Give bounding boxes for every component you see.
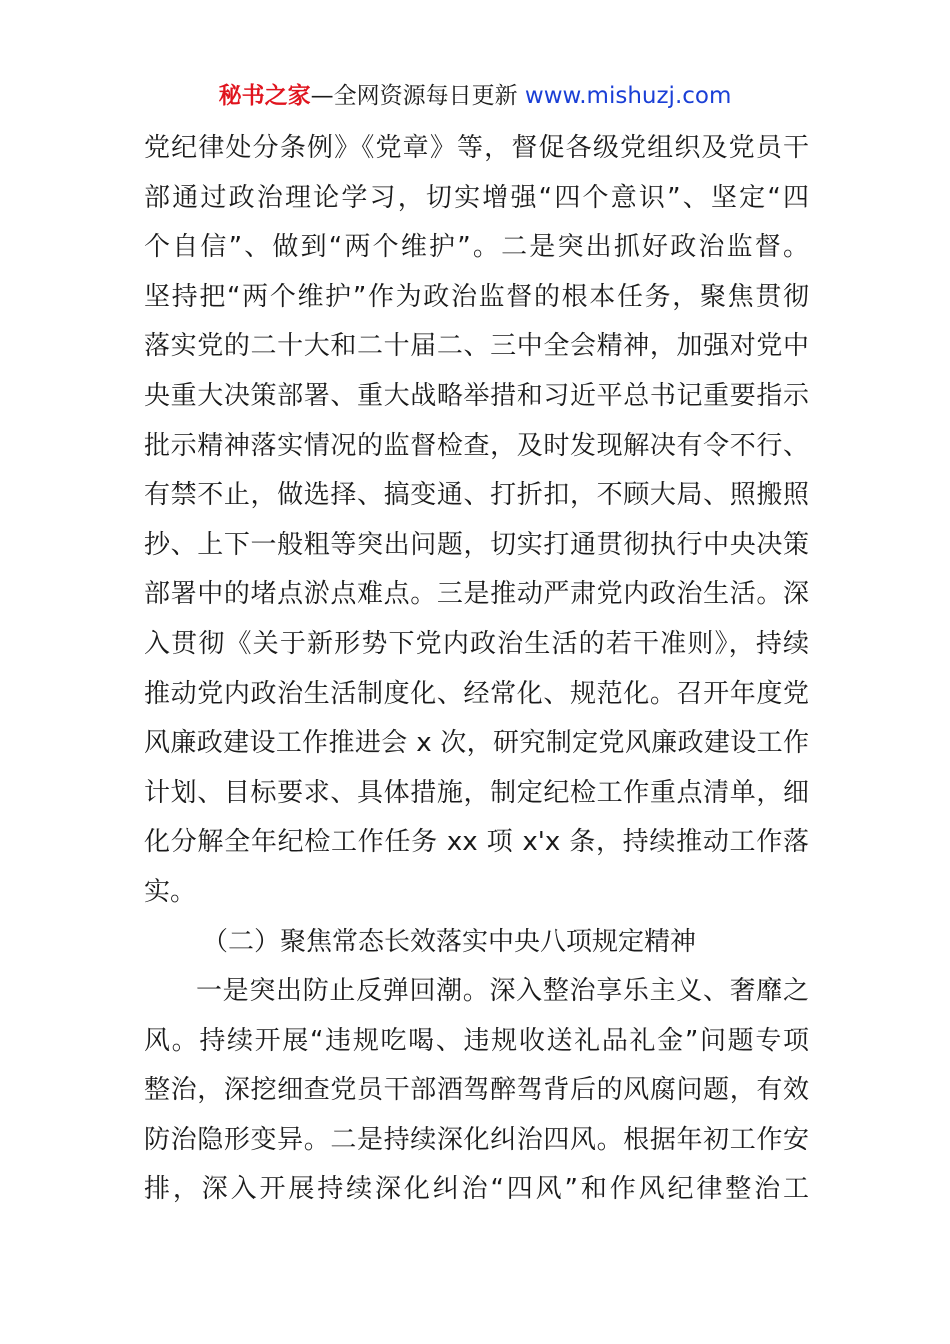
body-text-line: 部通过政治理论学习，切实增强“四个意识”、坚定“四 [144, 182, 809, 213]
body-text-line: 实。 [144, 876, 197, 907]
body-text-line: 防治隐形变异。二是持续深化纠治四风。根据年初工作安 [144, 1124, 809, 1155]
body-text-line: 推动党内政治生活制度化、经常化、规范化。召开年度党 [144, 678, 809, 709]
site-url-link[interactable]: www.mishuzj.com [524, 83, 732, 109]
body-text-line: 落实党的二十大和二十届二、三中全会精神，加强对党中 [144, 331, 809, 362]
body-text-line: 抄、上下一般粗等突出问题，切实打通贯彻执行中央决策 [144, 529, 809, 560]
body-text-line: 计划、目标要求、具体措施，制定纪检工作重点清单，细 [144, 777, 809, 808]
body-text-line: 党纪律处分条例》《党章》等，督促各级党组织及党员干 [144, 133, 809, 163]
body-text-line: 批示精神落实情况的监督检查，及时发现解决有令不行、 [144, 430, 809, 461]
body-text-line: 部署中的堵点淤点难点。三是推动严肃党内政治生活。深 [144, 579, 809, 610]
body-text-line: 央重大决策部署、重大战略举措和习近平总书记重要指示 [144, 380, 809, 411]
body-text-line: 化分解全年纪检工作任务 xx 项 x'x 条，持续推动工作落 [144, 827, 809, 858]
body-text-line: 坚持把“两个维护”作为政治监督的根本任务，聚焦贯彻 [144, 281, 809, 312]
site-brand: 秘书之家 [218, 83, 311, 109]
site-slogan: —全网资源每日更新 [310, 83, 518, 109]
body-text-line: 有禁不止，做选择、搞变通、打折扣，不顾大局、照搬照 [144, 480, 809, 511]
body-text-line: 风。持续开展“违规吃喝、违规收送礼品礼金”问题专项 [144, 1025, 809, 1056]
body-text-line: 排，深入开展持续深化纠治“四风”和作风纪律整治工 [144, 1174, 809, 1205]
section-heading: （二）聚焦常态长效落实中央八项规定精神 [202, 926, 697, 957]
page-header [0, 80, 950, 112]
document-body [144, 124, 809, 1215]
body-text-line: 整治，深挖细查党员干部酒驾醉驾背后的风腐问题，有效 [144, 1075, 809, 1106]
body-text-line: 风廉政建设工作推进会 x 次，研究制定党风廉政建设工作 [144, 728, 809, 759]
body-text-line: 个自信”、做到“两个维护”。二是突出抓好政治监督。 [144, 232, 809, 263]
body-text-line: 入贯彻《关于新形势下党内政治生活的若干准则》，持续 [144, 628, 809, 659]
body-text-line: 一是突出防止反弹回潮。深入整治享乐主义、奢靡之 [196, 976, 809, 1007]
